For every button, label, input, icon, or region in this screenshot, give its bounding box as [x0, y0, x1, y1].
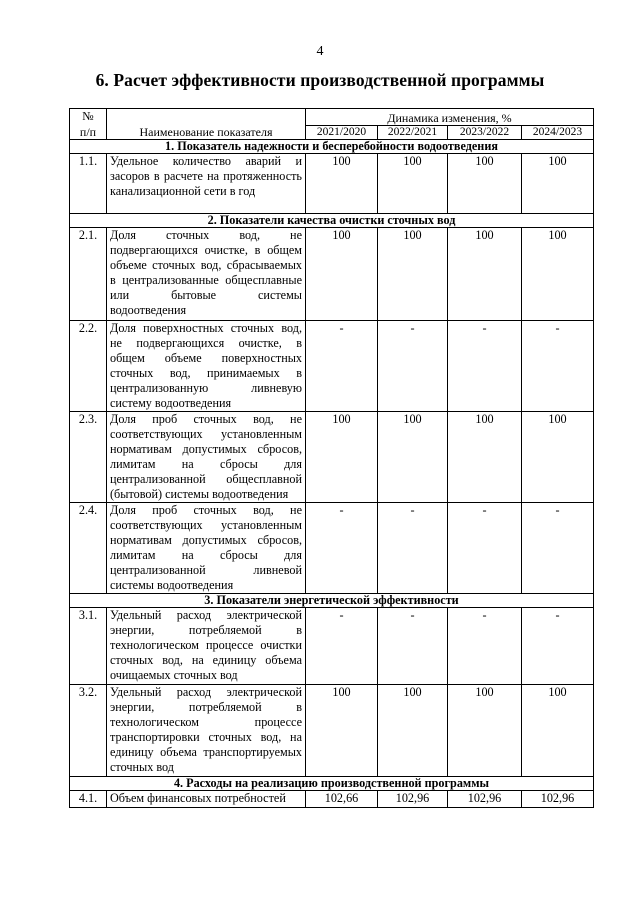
section-title: 2. Показатели качества очистки сточных вод	[70, 214, 594, 228]
section-title: 4. Расходы на реализацию производственной программы	[70, 777, 594, 791]
value-cell: -	[448, 503, 522, 594]
value-cell: 100	[378, 154, 448, 214]
value-cell: -	[306, 321, 378, 412]
section-row	[70, 140, 594, 154]
table-row	[70, 685, 594, 777]
table-row	[70, 412, 594, 503]
value-cell: 100	[378, 412, 448, 503]
value-cell: -	[522, 608, 594, 685]
value-cell: -	[306, 608, 378, 685]
row-number: 2.3.	[70, 412, 107, 503]
value-cell: -	[448, 608, 522, 685]
value-cell: -	[378, 608, 448, 685]
table-row	[70, 503, 594, 594]
header-dynamics-cell: Динамика изменения, %	[306, 109, 594, 126]
table-row	[70, 154, 594, 214]
value-cell: 100	[522, 228, 594, 321]
row-number: 2.1.	[70, 228, 107, 321]
value-cell: -	[378, 503, 448, 594]
value-cell: 100	[522, 154, 594, 214]
value-cell: 102,96	[448, 791, 522, 808]
header-year-cell: 2021/2020	[306, 126, 378, 140]
indicator-name: Объем финансовых потребностей	[107, 791, 306, 808]
header-number-line2: п/п	[79, 125, 97, 139]
table-row	[70, 321, 594, 412]
row-number: 1.1.	[70, 154, 107, 214]
indicator-name: Удельный расход электрической энергии, потребляемой в технологическом процессе очистки сточных вод, на единицу объема очищаемых сточных вод	[107, 608, 306, 685]
row-number: 4.1.	[70, 791, 107, 808]
value-cell: 100	[306, 228, 378, 321]
header-year-cell: 2024/2023	[522, 126, 594, 140]
value-cell: 102,66	[306, 791, 378, 808]
value-cell: 100	[448, 228, 522, 321]
header-year-cell: 2022/2021	[378, 126, 448, 140]
indicator-name: Удельный расход электрической энергии, потребляемой в технологическом процессе транспортировки сточных вод, на единицу объема транспортируемых сточных вод	[107, 685, 306, 777]
value-cell: 100	[448, 154, 522, 214]
indicator-name: Доля сточных вод, не подвергающихся очистке, в общем объеме сточных вод, сбрасываемых в централизованные общесплавные или бытовые системы водоотведения	[107, 228, 306, 321]
efficiency-table	[69, 108, 594, 808]
value-cell: -	[378, 321, 448, 412]
header-number-cell	[70, 109, 107, 140]
table-row	[70, 608, 594, 685]
page-number: 4	[316, 44, 324, 59]
value-cell: -	[448, 321, 522, 412]
section-title: 1. Показатель надежности и бесперебойности водоотведения	[70, 140, 594, 154]
header-number-line1: №	[82, 109, 94, 123]
section-row	[70, 594, 594, 608]
section-title: 3. Показатели энергетической эффективности	[70, 594, 594, 608]
row-number: 3.1.	[70, 608, 107, 685]
value-cell: -	[306, 503, 378, 594]
value-cell: 100	[378, 685, 448, 777]
value-cell: 100	[378, 228, 448, 321]
table-row	[70, 228, 594, 321]
value-cell: 100	[306, 412, 378, 503]
value-cell: -	[522, 503, 594, 594]
indicator-name: Доля проб сточных вод, не соответствующих установленным нормативам допустимых сбросов, лимитам на сбросы для централизованной общесплавной (бытовой) системы водоотведения	[107, 412, 306, 503]
value-cell: 100	[448, 412, 522, 503]
value-cell: 100	[522, 685, 594, 777]
row-number: 2.4.	[70, 503, 107, 594]
value-cell: 102,96	[522, 791, 594, 808]
value-cell: -	[522, 321, 594, 412]
document-title: 6. Расчет эффективности производственной программы	[95, 70, 545, 90]
value-cell: 100	[522, 412, 594, 503]
section-row	[70, 214, 594, 228]
row-number: 2.2.	[70, 321, 107, 412]
value-cell: 100	[448, 685, 522, 777]
header-name-cell: Наименование показателя	[107, 109, 306, 140]
table-row	[70, 791, 594, 808]
header-year-cell: 2023/2022	[448, 126, 522, 140]
indicator-name: Удельное количество аварий и засоров в расчете на протяженность канализационной сети в год	[107, 154, 306, 214]
header-row	[70, 109, 594, 126]
indicator-name: Доля поверхностных сточных вод, не подвергающихся очистке, в общем объеме поверхностных сточных вод, принимаемых в централизованную ливневую систему водоотведения	[107, 321, 306, 412]
value-cell: 100	[306, 154, 378, 214]
value-cell: 100	[306, 685, 378, 777]
value-cell: 102,96	[378, 791, 448, 808]
row-number: 3.2.	[70, 685, 107, 777]
section-row	[70, 777, 594, 791]
indicator-name: Доля проб сточных вод, не соответствующих установленным нормативам допустимых сбросов, лимитам на сбросы для централизованной ливневой системы водоотведения	[107, 503, 306, 594]
